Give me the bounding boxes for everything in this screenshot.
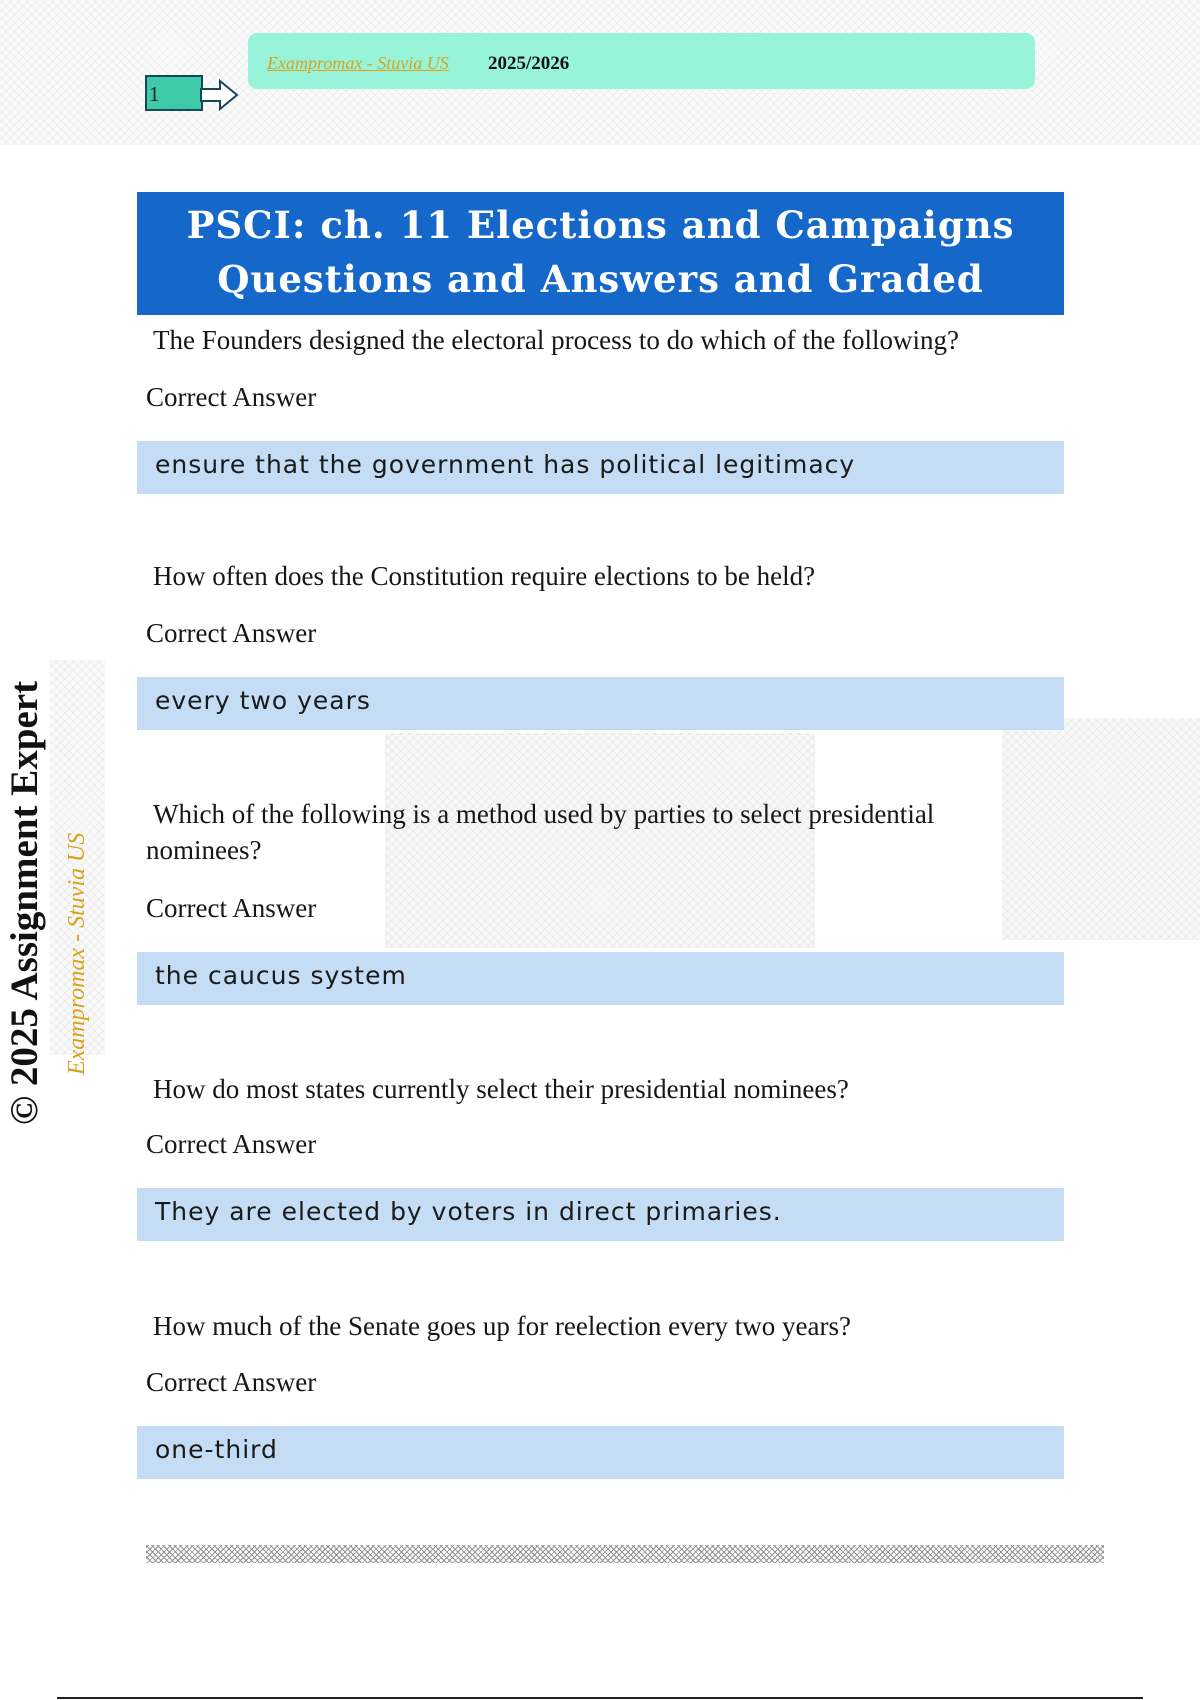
wavy-divider bbox=[146, 1545, 1104, 1563]
answer-box bbox=[137, 1426, 1064, 1479]
page-number: 1 bbox=[145, 75, 203, 111]
title-line: Questions and Answers and Graded bbox=[217, 257, 984, 301]
question-text: How much of the Senate goes up for reelection every two years? bbox=[153, 1311, 851, 1341]
correct-answer-label: Correct Answer bbox=[146, 893, 317, 923]
header-year: 2025/2026 bbox=[488, 53, 570, 74]
copyright-watermark: © 2025 Assignment Expert bbox=[3, 680, 46, 1125]
footer-rule bbox=[57, 1697, 1143, 1699]
correct-answer-label: Correct Answer bbox=[146, 1129, 317, 1159]
question-text: Which of the following is a method used by parties to select presidential nominees? bbox=[146, 799, 935, 865]
correct-answer-label: Correct Answer bbox=[146, 382, 317, 412]
correct-answer-label: Correct Answer bbox=[146, 1367, 317, 1397]
question-text: The Founders designed the electoral process to do which of the following? bbox=[153, 325, 960, 355]
answer-text: They are elected by voters in direct primaries. bbox=[155, 1197, 782, 1226]
answer-box bbox=[137, 952, 1064, 1005]
brand-link[interactable]: Exampromax - Stuvia US bbox=[267, 53, 449, 73]
correct-answer-label: Correct Answer bbox=[146, 618, 317, 648]
answer-box bbox=[137, 1188, 1064, 1241]
answer-box bbox=[137, 441, 1064, 494]
question-text: How often does the Constitution require elections to be held? bbox=[153, 561, 816, 591]
title-line: PSCI: ch. 11 Elections and Campaigns bbox=[186, 203, 1015, 247]
answer-text: one-third bbox=[155, 1435, 278, 1464]
page-title bbox=[137, 192, 1064, 315]
answer-text: ensure that the government has political legitimacy bbox=[155, 450, 856, 479]
header-banner bbox=[248, 33, 1035, 89]
arrow-right-icon bbox=[200, 78, 240, 114]
answer-text: the caucus system bbox=[155, 961, 407, 990]
answer-text: every two years bbox=[155, 686, 371, 715]
brand-watermark: Exampromax - Stuvia US bbox=[64, 832, 90, 1075]
answer-box bbox=[137, 677, 1064, 730]
question-text: How do most states currently select their presidential nominees? bbox=[153, 1074, 849, 1104]
